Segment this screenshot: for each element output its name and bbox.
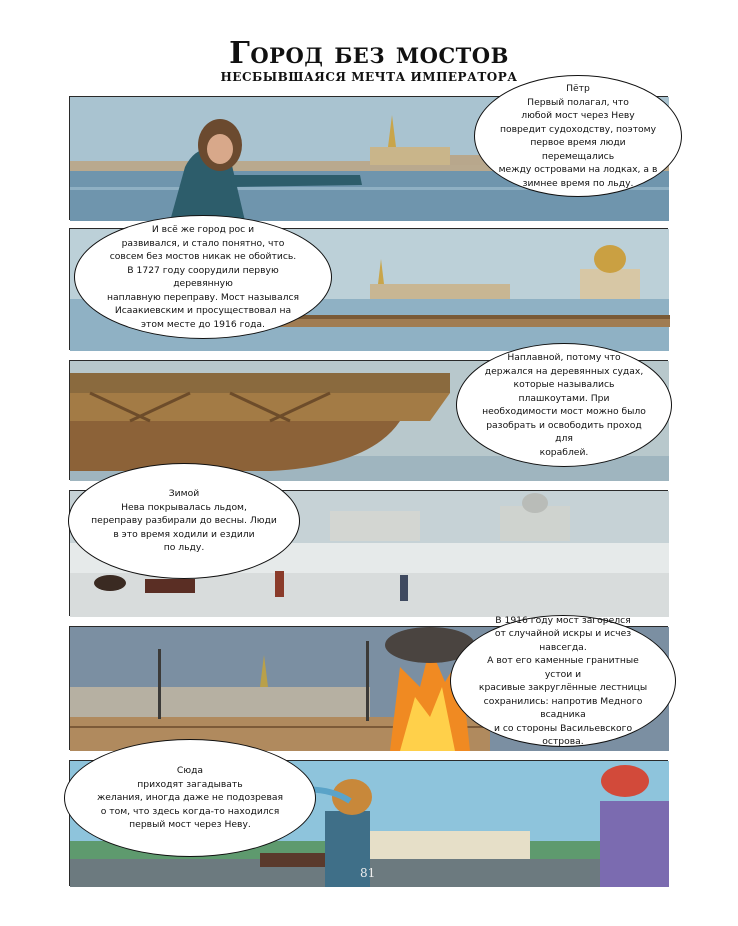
comic-panel-2 [69, 224, 668, 350]
page-subtitle: НЕСБЫВШАЯСЯ МЕЧТА ИМПЕРАТОРА [220, 70, 518, 84]
speech-bubble-3: Наплавной, потому что держался на деревянных судах, которые назывались плашкоутами. При необходимости мост можно было разобрать и освободить проход для кораблей. [456, 343, 672, 467]
comic-panel-5 [69, 614, 668, 750]
comic-panel-3 [69, 352, 668, 480]
speech-bubble-5: В 1916 году мост загорелся от случайной искры и исчез навсегда. А вот его каменные гранитные устои и красивые закруглённые лестницы сохранились: напротив Медного всадника и со стороны Васильевского острова. [450, 615, 676, 747]
speech-bubble-1: Пётр Первый полагал, что любой мост через Неву повредит судоходству, поэтому первое время люди перемещались между островами на лодках, а в зимнее время по льду. [474, 75, 682, 197]
speech-bubble-4: Зимой Нева покрывалась льдом, переправу разбирали до весны. Люди в это время ходили и ездили по льду. [68, 463, 300, 579]
speech-bubble-6: Сюда приходят загадывать желания, иногда даже не подозревая о том, что здесь когда-то находился первый мост через Неву. [64, 739, 316, 857]
page-title: Город без мостов [229, 36, 509, 71]
comic-panel-4 [69, 490, 668, 616]
comic-panel-1 [69, 83, 668, 220]
speech-bubble-2: И всё же город рос и развивался, и стало понятно, что совсем без мостов никак не обойтись. В 1727 году соорудили первую деревянную наплавную переправу. Мост назывался Исаакиевским и просуществовал на этом месте до 1916 года. [74, 215, 332, 339]
page-number: 81 [360, 866, 376, 880]
